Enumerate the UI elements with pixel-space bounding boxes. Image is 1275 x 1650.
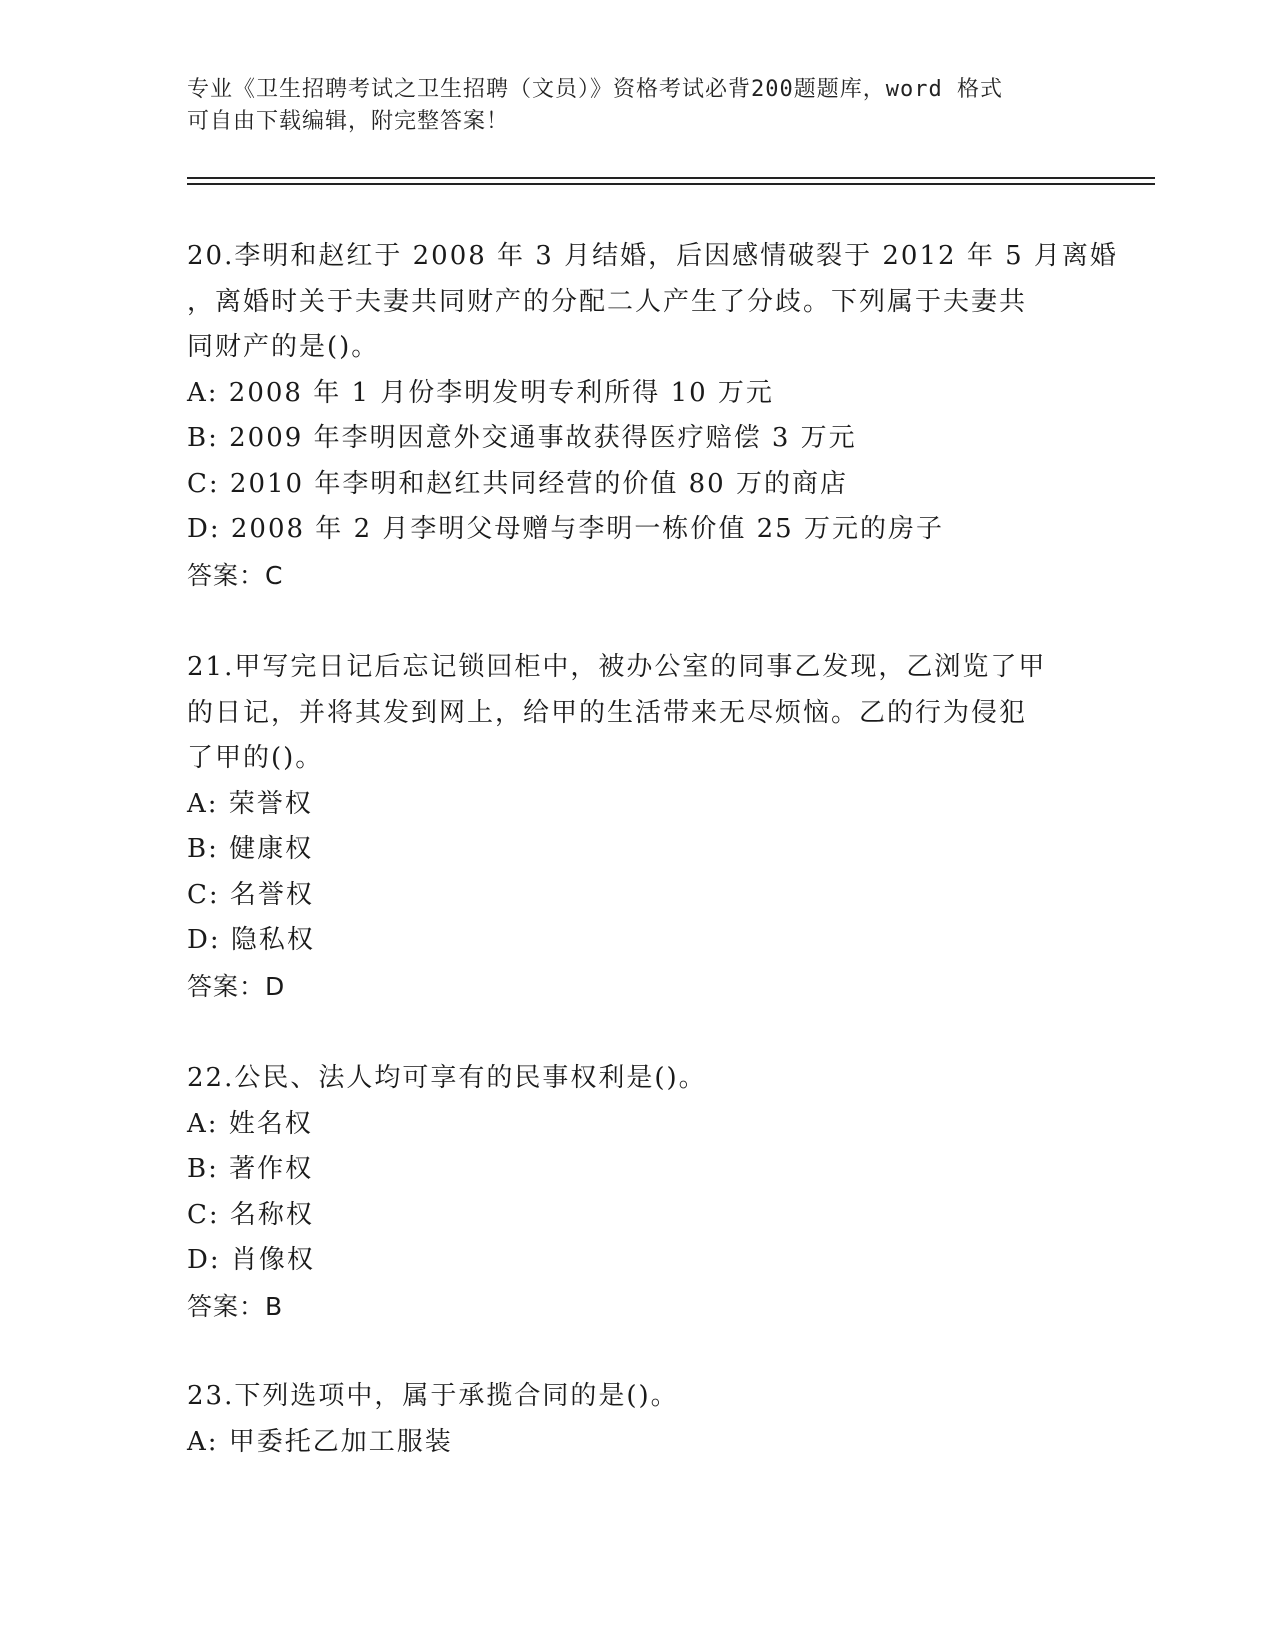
option-a: A: 姓名权 bbox=[187, 1108, 313, 1139]
question-stem-line: 20.李明和赵红于 2008 年 3 月结婚，后因感情破裂于 2012 年 5 月离婚 bbox=[187, 241, 1118, 271]
question-stem-line: 23.下列选项中，属于承揽合同的是()。 bbox=[187, 1381, 679, 1411]
option-d: D: 隐私权 bbox=[187, 925, 315, 955]
header-divider-top bbox=[187, 177, 1155, 179]
question-21 bbox=[187, 645, 1087, 1009]
document-header bbox=[187, 74, 1067, 138]
question-stem-line: ，离婚时关于夫妻共同财产的分配二人产生了分歧。下列属于夫妻共 bbox=[187, 286, 1028, 317]
option-c: C: 2010 年李明和赵红共同经营的价值 80 万的商店 bbox=[187, 468, 848, 499]
option-b: B: 健康权 bbox=[187, 834, 314, 864]
option-d: D: 肖像权 bbox=[187, 1245, 315, 1275]
question-22 bbox=[187, 1056, 1087, 1329]
question-23 bbox=[187, 1374, 1087, 1465]
question-stem-line: 22.公民、法人均可享有的民事权利是()。 bbox=[187, 1063, 707, 1093]
option-b: B: 2009 年李明因意外交通事故获得医疗赔偿 3 万元 bbox=[187, 423, 857, 453]
option-c: C: 名称权 bbox=[187, 1199, 314, 1230]
answer: 答案：B bbox=[187, 1291, 284, 1321]
question-stem-line: 了甲的()。 bbox=[187, 743, 324, 773]
header-divider-bottom bbox=[187, 183, 1155, 185]
question-stem-line: 的日记，并将其发到网上，给甲的生活带来无尽烦恼。乙的行为侵犯 bbox=[187, 697, 1028, 728]
answer: 答案：D bbox=[187, 971, 286, 1001]
option-d: D: 2008 年 2 月李明父母赠与李明一栋价值 25 万元的房子 bbox=[187, 514, 944, 544]
option-a: A: 甲委托乙加工服装 bbox=[187, 1426, 453, 1457]
option-a: A: 荣誉权 bbox=[187, 788, 313, 819]
header-title-line-2: 可自由下载编辑，附完整答案！ bbox=[187, 109, 510, 134]
option-b: B: 著作权 bbox=[187, 1154, 314, 1184]
option-a: A: 2008 年 1 月份李明发明专利所得 10 万元 bbox=[187, 377, 774, 408]
question-stem-line: 21.甲写完日记后忘记锁回柜中，被办公室的同事乙发现，乙浏览了甲 bbox=[187, 652, 1047, 682]
header-title-line-1: 专业《卫生招聘考试之卫生招聘（文员）》资格考试必背200题题库，word 格式 bbox=[187, 77, 1003, 102]
answer: 答案：C bbox=[187, 560, 284, 590]
question-20 bbox=[187, 234, 1118, 598]
question-stem-line: 同财产的是()。 bbox=[187, 332, 380, 362]
option-c: C: 名誉权 bbox=[187, 879, 314, 910]
